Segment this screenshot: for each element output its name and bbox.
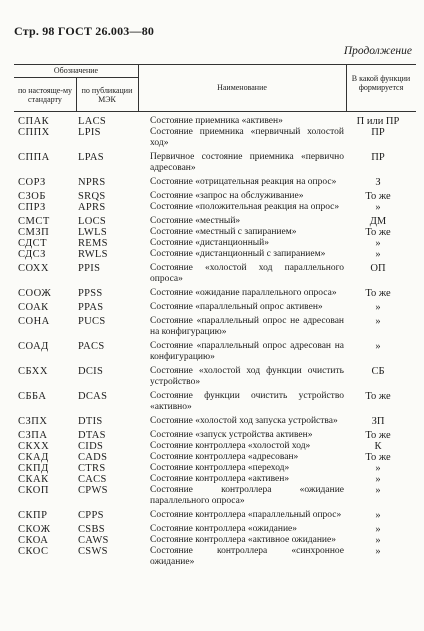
state-name: Состояние контроллера «ожидание параллельного опроса» bbox=[150, 485, 344, 506]
std-code: СМСТ bbox=[18, 216, 50, 227]
iec-code: CPPS bbox=[78, 510, 104, 521]
table-row bbox=[14, 249, 416, 260]
state-name: Состояние «параллельный опрос адресован на конфигурацию» bbox=[150, 341, 344, 362]
table-row bbox=[14, 238, 416, 249]
function-code: То же bbox=[365, 191, 391, 202]
header-name: Наименование bbox=[217, 83, 267, 92]
state-name: Состояние «отрицательная реакция на опрос» bbox=[150, 177, 337, 187]
std-code: СБХХ bbox=[18, 366, 48, 377]
table-row bbox=[14, 452, 416, 463]
iec-code: CSBS bbox=[78, 524, 105, 535]
table-row bbox=[14, 474, 416, 485]
table-row bbox=[14, 524, 416, 535]
iec-code: SRQS bbox=[78, 191, 106, 202]
state-name: Состояние «холостой ход функции очистить устройство» bbox=[150, 366, 344, 387]
std-code: СППА bbox=[18, 152, 50, 163]
function-code: » bbox=[375, 202, 381, 213]
state-name: Состояние контроллера «адресован» bbox=[150, 452, 299, 462]
table-row bbox=[14, 341, 416, 363]
std-code: СЗОБ bbox=[18, 191, 46, 202]
iec-code: PPSS bbox=[78, 288, 103, 299]
iec-code: DTAS bbox=[78, 430, 106, 441]
function-code: П или ПР bbox=[356, 116, 400, 127]
table-row bbox=[14, 216, 416, 227]
std-code: СПАК bbox=[18, 116, 50, 127]
table-row bbox=[14, 227, 416, 238]
std-code: СПРЗ bbox=[18, 202, 46, 213]
state-name: Состояние «ожидание параллельного опроса» bbox=[150, 288, 337, 298]
function-code: » bbox=[375, 510, 381, 521]
table-row bbox=[14, 177, 416, 188]
iec-code: LWLS bbox=[78, 227, 107, 238]
table-row bbox=[14, 366, 416, 388]
iec-code: CPWS bbox=[78, 485, 108, 496]
function-code: » bbox=[375, 238, 381, 249]
std-code: СКОС bbox=[18, 546, 49, 557]
std-code: СОАД bbox=[18, 341, 49, 352]
iec-code: CTRS bbox=[78, 463, 106, 474]
std-code: СОНА bbox=[18, 316, 50, 327]
state-name: Состояние приемника «активен» bbox=[150, 116, 283, 126]
function-code: То же bbox=[365, 452, 391, 463]
function-code: » bbox=[375, 535, 381, 546]
function-code: » bbox=[375, 474, 381, 485]
std-code: СППХ bbox=[18, 127, 50, 138]
state-name: Состояние «положительная реакция на опрос» bbox=[150, 202, 340, 212]
function-code: То же bbox=[365, 227, 391, 238]
header-by-standard: по настояще-му стандарту bbox=[17, 86, 73, 104]
function-code: ОП bbox=[370, 263, 386, 274]
iec-code: CSWS bbox=[78, 546, 108, 557]
function-code: К bbox=[374, 441, 382, 452]
table-row bbox=[14, 202, 416, 213]
table-row bbox=[14, 416, 416, 427]
header-function: В какой функции формируется bbox=[351, 74, 411, 92]
std-code: СОРЗ bbox=[18, 177, 46, 188]
iec-code: DCAS bbox=[78, 391, 108, 402]
std-code: СКПД bbox=[18, 463, 49, 474]
std-code: СОХХ bbox=[18, 263, 49, 274]
table-row bbox=[14, 430, 416, 441]
table-row bbox=[14, 463, 416, 474]
iec-code: RWLS bbox=[78, 249, 108, 260]
table-row bbox=[14, 391, 416, 413]
std-code: СКОА bbox=[18, 535, 49, 546]
std-code: СКАК bbox=[18, 474, 49, 485]
table-header bbox=[14, 64, 416, 112]
std-code: СДСТ bbox=[18, 238, 48, 249]
table-row bbox=[14, 485, 416, 507]
table-row bbox=[14, 127, 416, 149]
std-code: СЗПХ bbox=[18, 416, 48, 427]
function-code: То же bbox=[365, 288, 391, 299]
state-name: Состояние функции очистить устройство «активно» bbox=[150, 391, 344, 412]
table-row bbox=[14, 441, 416, 452]
state-name: Состояние контроллера «ожидание» bbox=[150, 524, 298, 534]
table-body bbox=[14, 116, 416, 571]
state-name: Состояние «дистанционный с запиранием» bbox=[150, 249, 326, 259]
state-name: Состояние контроллера «активен» bbox=[150, 474, 290, 484]
iec-code: CIDS bbox=[78, 441, 104, 452]
table-row bbox=[14, 510, 416, 521]
table-row bbox=[14, 288, 416, 299]
std-code: СКОП bbox=[18, 485, 49, 496]
function-code: » bbox=[375, 316, 381, 327]
iec-code: LOCS bbox=[78, 216, 107, 227]
function-code: ПР bbox=[371, 127, 385, 138]
std-code: СКПР bbox=[18, 510, 48, 521]
function-code: То же bbox=[365, 391, 391, 402]
state-name: Состояние «местный» bbox=[150, 216, 241, 226]
iec-code: LPIS bbox=[78, 127, 101, 138]
state-name: Состояние «местный с запиранием» bbox=[150, 227, 297, 237]
state-name: Состояние «параллельный опрос активен» bbox=[150, 302, 323, 312]
function-code: » bbox=[375, 485, 381, 496]
function-code: » bbox=[375, 463, 381, 474]
iec-code: DCIS bbox=[78, 366, 104, 377]
iec-code: REMS bbox=[78, 238, 108, 249]
iec-code: CADS bbox=[78, 452, 108, 463]
function-code: ПР bbox=[371, 152, 385, 163]
state-name: Состояние «запрос на обслуживание» bbox=[150, 191, 304, 201]
iec-code: DTIS bbox=[78, 416, 103, 427]
std-code: СББА bbox=[18, 391, 47, 402]
table-row bbox=[14, 263, 416, 285]
state-name: Состояние «дистанционный» bbox=[150, 238, 270, 248]
table-row bbox=[14, 316, 416, 338]
state-name: Состояние «холостой ход запуска устройства» bbox=[150, 416, 338, 426]
state-name: Состояние «холостой ход параллельного опроса» bbox=[150, 263, 344, 284]
function-code: » bbox=[375, 302, 381, 313]
table-row bbox=[14, 152, 416, 174]
state-name: Состояние контроллера «холостой ход» bbox=[150, 441, 311, 451]
state-name: Состояние контроллера «параллельный опрос» bbox=[150, 510, 342, 520]
iec-code: PUCS bbox=[78, 316, 106, 327]
std-code: СКОЖ bbox=[18, 524, 51, 535]
state-name: Состояние «запуск устройства активен» bbox=[150, 430, 313, 440]
iec-code: LPAS bbox=[78, 152, 104, 163]
table-row bbox=[14, 535, 416, 546]
continued-label: Продолжение bbox=[343, 45, 412, 57]
state-name: Первичное состояние приемника «первично адресован» bbox=[150, 152, 344, 173]
function-code: ДМ bbox=[369, 216, 387, 227]
function-code: » bbox=[375, 249, 381, 260]
state-name: Состояние «параллельный опрос не адресован на конфигурацию» bbox=[150, 316, 344, 337]
iec-code: CAWS bbox=[78, 535, 109, 546]
function-code: » bbox=[375, 341, 381, 352]
std-code: СОАК bbox=[18, 302, 49, 313]
iec-code: LACS bbox=[78, 116, 107, 127]
iec-code: APRS bbox=[78, 202, 106, 213]
state-name: Состояние приемника «первичный холостой ход» bbox=[150, 127, 344, 148]
page-header: Стр. 98 ГОСТ 26.003—80 bbox=[14, 24, 155, 38]
std-code: СКХХ bbox=[18, 441, 50, 452]
state-name: Состояние контроллера «переход» bbox=[150, 463, 290, 473]
table-row bbox=[14, 546, 416, 568]
std-code: СООЖ bbox=[18, 288, 52, 299]
iec-code: NPRS bbox=[78, 177, 106, 188]
function-code: З bbox=[375, 177, 381, 188]
iec-code: PACS bbox=[78, 341, 105, 352]
function-code: СБ bbox=[371, 366, 385, 377]
header-by-iec: по публикации МЭК bbox=[81, 86, 133, 104]
state-name: Состояние контроллера «активное ожидание» bbox=[150, 535, 336, 545]
std-code: СДСЗ bbox=[18, 249, 46, 260]
function-code: ЗП bbox=[371, 416, 385, 427]
iec-code: PPIS bbox=[78, 263, 101, 274]
state-name: Состояние контроллера «синхронное ожидание» bbox=[150, 546, 344, 567]
function-code: » bbox=[375, 524, 381, 535]
std-code: СМЗП bbox=[18, 227, 50, 238]
table-row bbox=[14, 191, 416, 202]
table-row bbox=[14, 302, 416, 313]
iec-code: CACS bbox=[78, 474, 107, 485]
std-code: СЗПА bbox=[18, 430, 48, 441]
std-code: СКАД bbox=[18, 452, 49, 463]
table-row bbox=[14, 116, 416, 127]
function-code: То же bbox=[365, 430, 391, 441]
iec-code: PPAS bbox=[78, 302, 104, 313]
header-designation: Обозначение bbox=[53, 66, 99, 75]
function-code: » bbox=[375, 546, 381, 557]
